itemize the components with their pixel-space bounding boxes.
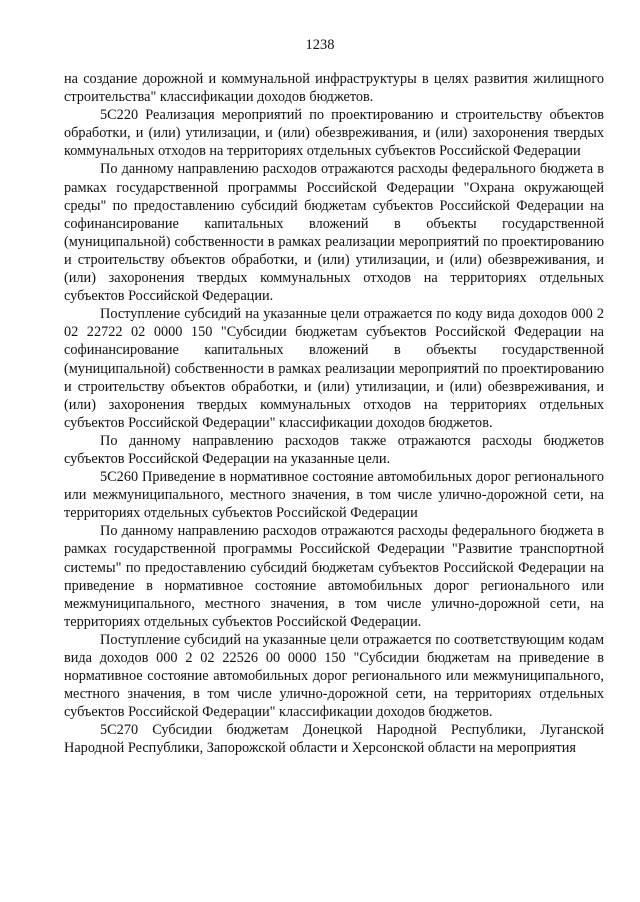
paragraph-5c220-expenses: По данному направлению расходов отражаются расходы федерального бюджета в рамках государственной программы Российской Федерации "Охрана окружающей среды" по предоставлению субсидий бюджетам субъектов Российской Федерации на софинансирование капитальных вложений в объекты государственной (муниципальной) собственности в рамках реализации мероприятий по проектированию и строительству объектов обработки, и (или) утилизации, и (или) обезвреживания, и (или) захоронения твердых коммунальных отходов на территориях отдельных субъектов Российской Федерации. — [64, 161, 604, 305]
document-body — [64, 70, 604, 758]
paragraph-continuation: на создание дорожной и коммунальной инфраструктуры в целях развития жилищного строительства" классификации доходов бюджетов. — [64, 71, 604, 106]
page-number: 1238 — [305, 37, 335, 53]
section-heading-5c260: 5С260 Приведение в нормативное состояние автомобильных дорог регионального или межмуниципального, местного значения, в том числе улично-дорожной сети, на территориях отдельных субъектов Российской Федерации — [64, 469, 604, 522]
section-heading-5c220: 5С220 Реализация мероприятий по проектированию и строительству объектов обработки, и (или) утилизации, и (или) обезвреживания, и (или) захоронения твердых коммунальных отходов на территориях отдельных субъектов Российской Федерации — [64, 107, 604, 160]
paragraph-5c260-revenue: Поступление субсидий на указанные цели отражается по соответствующим кодам вида доходов 000 2 02 22526 00 0000 150 "Субсидии бюджетам на приведение в нормативное состояние автомобильных дорог регионального или межмуниципального, местного значения, в том числе улично-дорожной сети, на территориях отдельных субъектов Российской Федерации" классификации доходов бюджетов. — [64, 631, 604, 721]
section-heading-5c270: 5С270 Субсидии бюджетам Донецкой Народной Республики, Луганской Народной Республики, Запорожской области и Херсонской области на мероприятия — [64, 722, 604, 757]
paragraph-5c220-revenue: Поступление субсидий на указанные цели отражается по коду вида доходов 000 2 02 22722 02 0000 150 "Субсидии бюджетам субъектов Российской Федерации на софинансирование капитальных вложений в объекты государственной (муниципальной) собственности в рамках реализации мероприятий по проектированию и строительству объектов обработки, и (или) утилизации, и (или) обезвреживания, и (или) захоронения твердых коммунальных отходов на территориях отдельных субъектов Российской Федерации" классификации доходов бюджетов. — [64, 306, 604, 431]
paragraph-5c260-expenses: По данному направлению расходов отражаются расходы федерального бюджета в рамках государственной программы Российской Федерации "Развитие транспортной системы" по предоставлению субсидий бюджетам субъектов Российской Федерации на приведение в нормативное состояние автомобильных дорог регионального или межмуниципального, местного значения, в том числе улично-дорожной сети, на территориях отдельных субъектов Российской Федерации. — [64, 523, 604, 630]
paragraph-5c220-regional: По данному направлению расходов также отражаются расходы бюджетов субъектов Российской Федерации на указанные цели. — [64, 432, 604, 467]
